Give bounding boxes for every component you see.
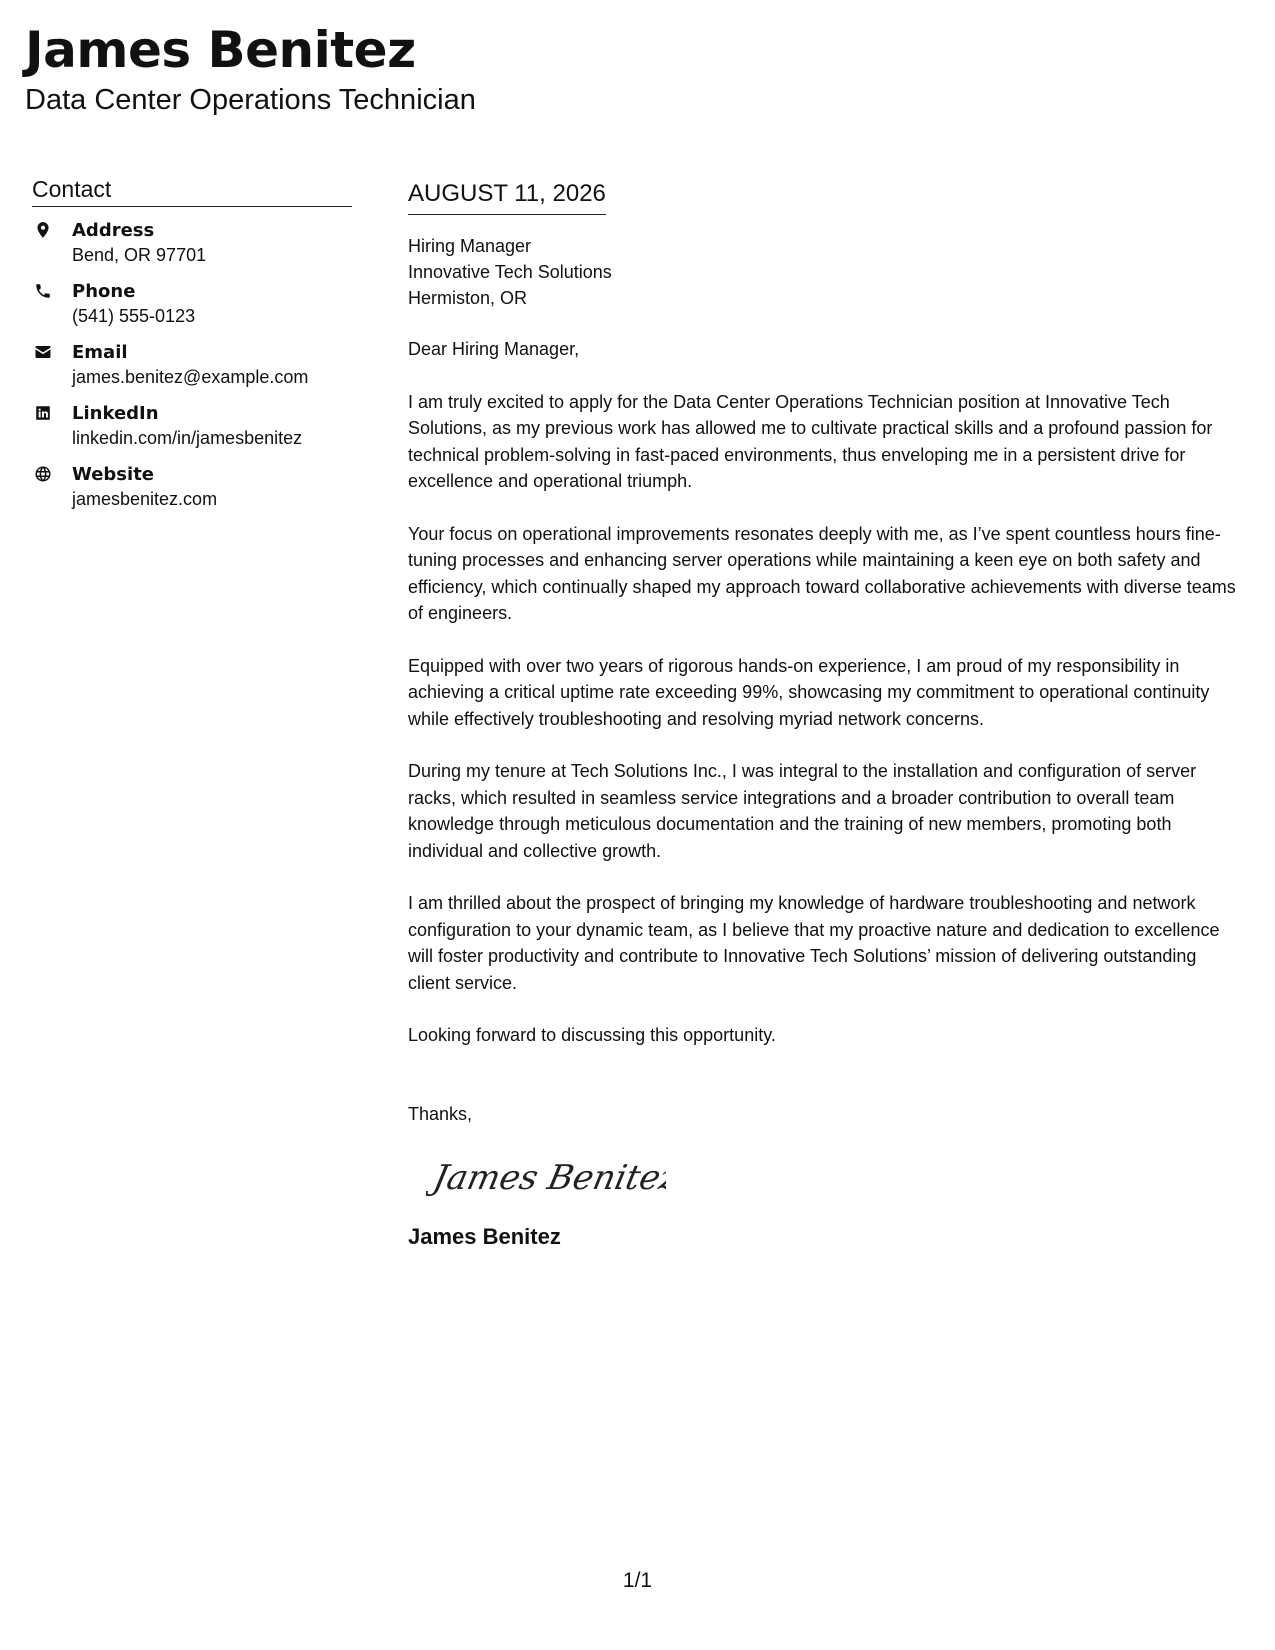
contact-value: linkedin.com/in/jamesbenitez — [72, 428, 303, 448]
contact-value: Bend, OR 97701 — [72, 245, 207, 265]
contact-sidebar — [32, 175, 352, 524]
contact-value: (541) 555-0123 — [72, 306, 196, 326]
letter-paragraph: I am thrilled about the prospect of bringing my knowledge of hardware troubleshooting and network configuration to your dynamic team, as I believe that my proactive nature and dedication to excellence will foster productivity and contribute to Innovative Tech Solutions’ mission of delivering outstanding client service. — [408, 893, 1220, 993]
contact-heading: Contact — [32, 175, 352, 207]
contact-label: Email — [72, 342, 128, 363]
envelope-icon — [32, 341, 72, 361]
contact-value: james.benitez@example.com — [72, 367, 309, 387]
letter-paragraph: Your focus on operational improvements resonates deeply with me, as I’ve spent countless hours fine-tuning processes and enhancing server operations while maintaining a keen eye on both safety and efficiency, which continually shaped my approach toward collaborative achievements with diverse teams of engineers. — [408, 523, 1236, 623]
contact-label: Website — [72, 464, 155, 485]
recipient-line: Hermiston, OR — [408, 288, 528, 308]
page-number: 1/1 — [622, 1569, 653, 1592]
contact-item-address — [32, 219, 352, 267]
contact-label: Phone — [72, 281, 136, 302]
closing: Thanks, — [408, 1103, 473, 1124]
applicant-name: James Benitez — [25, 21, 416, 79]
letter-paragraph: Looking forward to discussing this opportunity. — [408, 1025, 776, 1045]
recipient-line: Hiring Manager — [408, 236, 532, 256]
contact-item-website — [32, 463, 352, 511]
recipient-line: Innovative Tech Solutions — [408, 262, 612, 282]
recipient-block — [408, 233, 1243, 311]
contact-item-linkedin — [32, 402, 352, 450]
job-title: Data Center Operations Technician — [25, 84, 476, 116]
linkedin-icon — [32, 402, 72, 422]
letter-body — [408, 178, 1243, 1251]
svg-text:James Benitez: James Benitez — [429, 1158, 666, 1198]
map-marker-icon — [32, 219, 72, 239]
phone-icon — [32, 280, 72, 300]
contact-label: LinkedIn — [72, 403, 159, 424]
contact-item-phone — [32, 280, 352, 328]
letter-paragraph: Equipped with over two years of rigorous hands-on experience, I am proud of my responsibility in achieving a critical uptime rate exceeding 99%, showcasing my commitment to operational continuity while effectively troubleshooting and resolving myriad network concerns. — [408, 655, 1210, 729]
contact-item-email — [32, 341, 352, 389]
salutation: Dear Hiring Manager, — [408, 339, 580, 359]
globe-icon — [32, 463, 72, 483]
handwritten-signature — [426, 1149, 1243, 1205]
contact-value: jamesbenitez.com — [72, 489, 218, 509]
letter-date: AUGUST 11, 2026 — [408, 178, 606, 215]
letter-paragraph: I am truly excited to apply for the Data Center Operations Technician position at Innovative Tech Solutions, as my previous work has allowed me to cultivate practical skills and a profound passion for technical problem-solving in fast-paced environments, thus enveloping me in a persistent drive for excellence and operational triumph. — [408, 391, 1213, 491]
signer-name: James Benitez — [408, 1224, 561, 1249]
letter-paragraph: During my tenure at Tech Solutions Inc., I was integral to the installation and configuration of server racks, which resulted in seamless service integrations and a broader contribution to overall team knowledge through meticulous documentation and the training of new members, promoting both individual and collective growth. — [408, 761, 1197, 861]
contact-label: Address — [72, 220, 155, 241]
